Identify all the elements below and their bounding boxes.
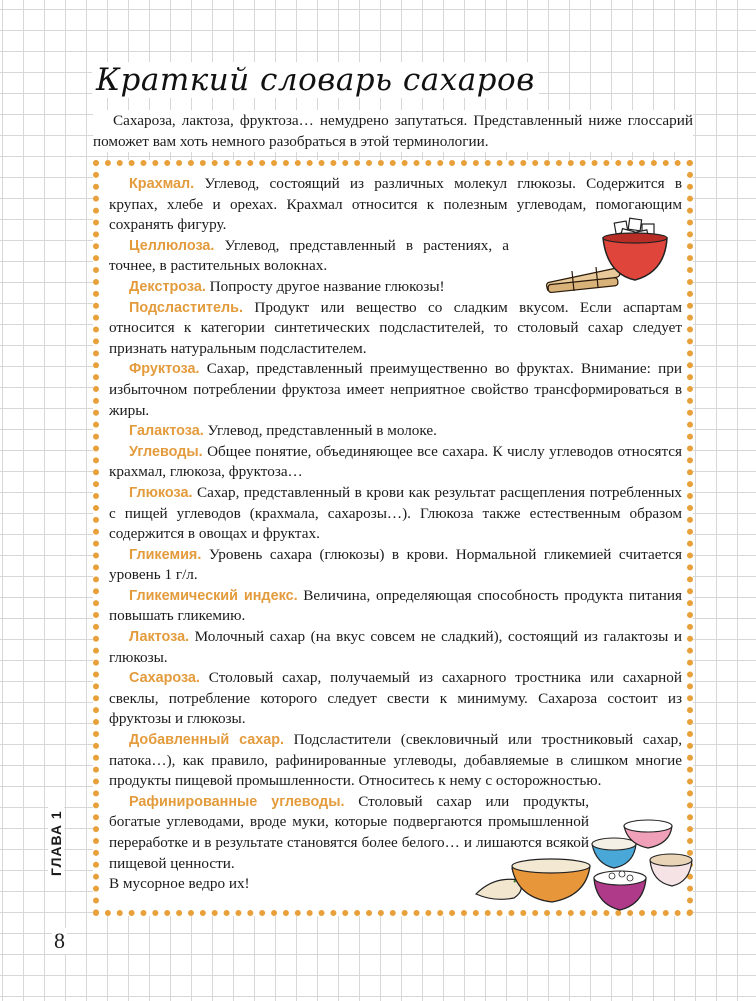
entry-text: Попросту другое название глюкозы! (205, 277, 445, 295)
entry-text: Молочный сахар (на вкус совсем не сладкий), состоящий из галактозы и глюкозы. (109, 628, 682, 666)
entry-text: Столовый сахар или продукты, богатые углеводами, вроде муки, которые подвергаются промышленной переработке и в результате становятся более белого… и лишаются всякой пищевой ценности. (109, 792, 589, 872)
glossary-entry (109, 298, 682, 360)
entry-term: Целлюлоза. (129, 237, 215, 254)
entry-text: Уровень сахара (глюкозы) в крови. Нормальной гликемией считается уровень 1 г/л. (109, 545, 682, 584)
entry-text: Сахар, представленный преимущественно во фруктах. Внимание: при избыточном потреблении фруктоза имеет неприятное свойство трансформироваться в жиры. (109, 360, 682, 419)
entry-text: Столовый сахар, получаемый из сахарного тростника или сахарной свеклы, потребление которого следует свести к минимуму. Сахароза состоит из фруктозы и глюкозы. (109, 669, 682, 728)
sugar-bowl-icon (599, 216, 671, 286)
page-title: Краткий словарь сахаров (92, 62, 539, 98)
glossary-entry (109, 236, 509, 277)
entry-text: Углевод, состоящий из различных молекул глюкозы. Содержится в крупах, хлебе и орехах. Крахмал относится к полезным углеводам, помогающим сохранять фигуру. (109, 175, 682, 234)
entry-text: Продукт или вещество со сладким вкусом. Если аспартам относится к категории синтетических подсластителей, то столовый сахар следует признать натуральным подсластителем. (109, 298, 682, 357)
entry-term: Гликемия. (129, 546, 202, 563)
glossary-entry (109, 668, 682, 730)
glossary-entry (109, 627, 682, 668)
entry-term: Углеводы. (129, 443, 203, 460)
entry-term: Лактоза. (129, 629, 190, 646)
entry-text: Величина, определяющая способность продукта питания повышать гликемию. (109, 586, 682, 625)
glossary-entry (109, 359, 682, 421)
entry-text: Подсластители (свекловичный или тростниковый сахар, патока…), как правило, рафинированные углеводы, добавляемые в слишком многие продукты пищевой промышленности. Относитесь к нему с осторожностью. (109, 731, 682, 790)
entry-text: Углевод, представленный в растениях, а точнее, в растительных волокнах. (109, 236, 509, 275)
entry-term: Гликемический индекс. (129, 587, 298, 604)
entry-term: Галактоза. (129, 423, 204, 440)
page-number: 8 (54, 928, 65, 953)
glossary-entry (109, 545, 682, 586)
closing-line: В мусорное ведро их! (109, 875, 250, 893)
entry-term: Глюкоза. (129, 484, 193, 501)
flour-bowls-icon (474, 816, 694, 916)
glossary-entry (109, 174, 682, 236)
chapter-label: ГЛАВА 1 (48, 806, 64, 880)
entry-term: Добавленный сахар. (129, 732, 285, 749)
glossary-entry (109, 586, 682, 627)
entry-term: Рафинированные углеводы. (129, 793, 345, 810)
entry-term: Сахароза. (129, 670, 200, 687)
glossary-entry (109, 277, 509, 298)
glossary-entry (109, 483, 682, 545)
entry-text: Сахар, представленный в крови как результат расщепления потребленных с пищей углеводов (крахмала, сахарозы…). Глюкоза также естественным образом содержится в овощах и фруктах. (109, 483, 682, 543)
entry-term: Фруктоза. (129, 361, 200, 378)
entry-term: Декстроза. (129, 278, 206, 295)
glossary-box (93, 160, 693, 916)
intro-text: Сахароза, лактоза, фруктоза… немудрено запутаться. Представленный ниже глоссарий поможет вам хоть немного разобраться в этой терминологии. (93, 112, 693, 150)
entry-text: Общее понятие, объединяющее все сахара. К числу углеводов относятся крахмал, глюкоза, фруктоза… (109, 442, 682, 481)
entry-term: Крахмал. (129, 176, 195, 192)
entry-text: Углевод, представленный в молоке. (203, 422, 437, 440)
glossary-entry (109, 442, 682, 483)
glossary-entry (109, 421, 682, 442)
entry-term: Подсластитель. (129, 299, 243, 316)
glossary-entry (109, 730, 682, 792)
